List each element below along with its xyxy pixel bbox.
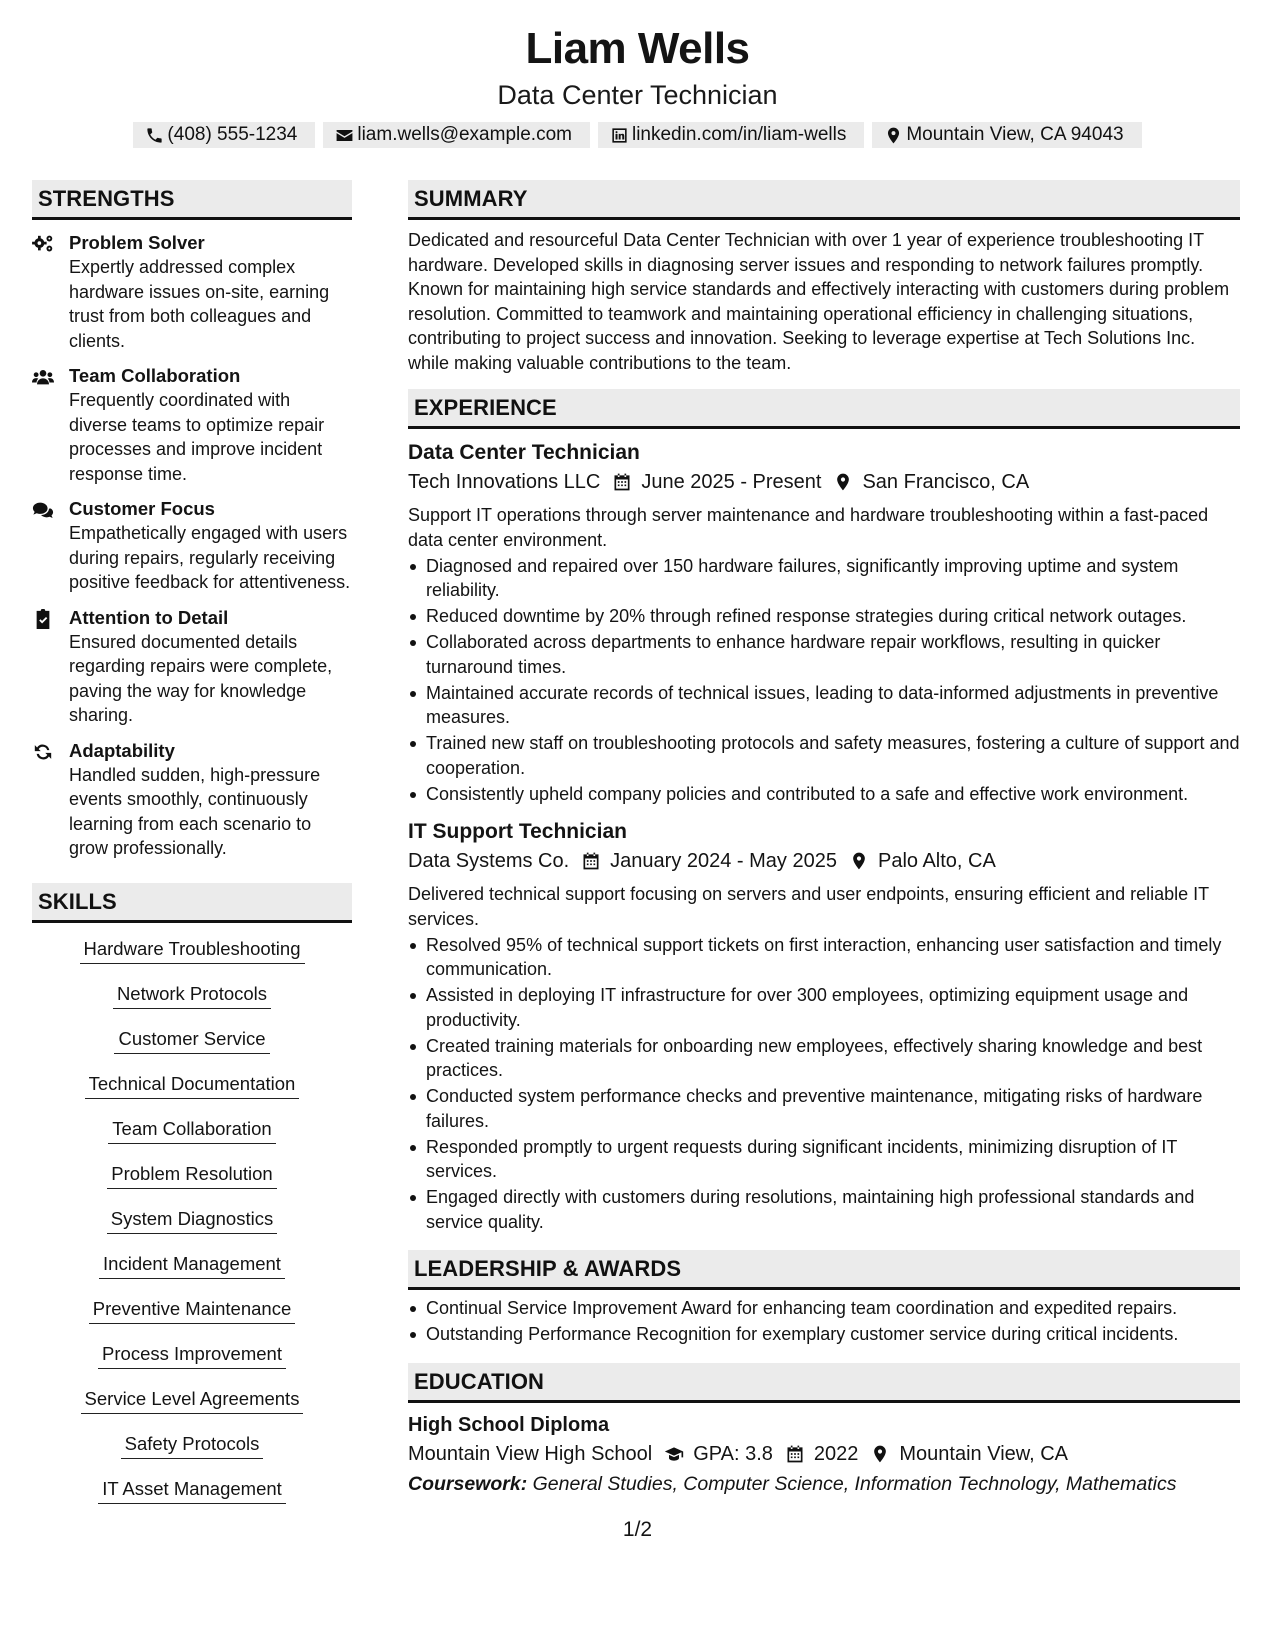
strength-title: Attention to Detail [69,606,229,628]
skill-item: Network Protocols [113,980,271,1009]
experience-heading: EXPERIENCE [408,389,1240,429]
contact-linkedin[interactable] [598,122,864,148]
education-meta [408,1439,1240,1469]
bullet-item: Diagnosed and repaired over 150 hardware failures, significantly improving uptime and system reliability. [426,554,1240,603]
leadership-list [408,1296,1240,1347]
job-location: San Francisco, CA [862,471,1030,493]
job-meta [408,846,1240,876]
education-heading: EDUCATION [408,1363,1240,1403]
degree: High School Diploma [408,1413,610,1436]
page-number: 1/2 [622,1518,653,1541]
job-bullets [408,933,1240,1235]
job-entry [408,818,1240,1234]
skill-item: Customer Service [114,1025,269,1054]
phone-icon [145,126,164,145]
skills-list [32,935,352,1520]
users-icon [32,367,54,387]
award-item: Outstanding Performance Recognition for exemplary customer service during critical incidents. [426,1322,1240,1347]
bullet-item: Consistently upheld company policies and contributed to a safe and effective work environment. [426,782,1240,807]
comments-icon [32,500,54,520]
summary-heading: SUMMARY [408,180,1240,220]
school-name: Mountain View High School [408,1442,653,1465]
job-meta [408,467,1240,497]
sync-icon [32,742,54,762]
phone-text: (408) 555-1234 [167,124,298,145]
skill-item: IT Asset Management [98,1475,286,1504]
bullet-item: Trained new staff on troubleshooting protocols and safety measures, fostering a culture of support and cooperation. [426,731,1240,780]
strength-desc: Empathetically engaged with users during repairs, regularly receiving positive feedback for attentiveness. [69,523,351,592]
contact-bar [0,122,1275,148]
strength-title: Problem Solver [69,232,205,253]
skill-item: Process Improvement [98,1340,286,1369]
job-description: Delivered technical support focusing on servers and user endpoints, ensuring efficient and reliable IT services. [408,884,1209,929]
skill-item: Hardware Troubleshooting [80,935,305,964]
strength-title: Customer Focus [69,498,215,519]
strength-item [32,496,352,595]
job-entry [408,439,1240,806]
left-column [32,180,352,1520]
map-pin-icon [870,1444,890,1464]
job-company: Data Systems Co. [408,850,570,872]
leadership-heading: LEADERSHIP & AWARDS [408,1250,1240,1290]
skills-heading: SKILLS [32,883,352,923]
skill-item: Preventive Maintenance [89,1295,295,1324]
bullet-item: Responded promptly to urgent requests during significant incidents, minimizing disruption of IT services. [426,1135,1240,1184]
contact-phone[interactable] [133,122,315,148]
job-description: Support IT operations through server maintenance and hardware troubleshooting within a fast-paced data center environment. [408,505,1209,550]
bullet-item: Resolved 95% of technical support tickets on first interaction, enhancing user satisfaction and timely communication. [426,933,1240,982]
map-pin-icon [884,126,903,145]
calendar-icon [785,1444,805,1464]
map-pin-icon [849,851,869,871]
bullet-item: Reduced downtime by 20% through refined response strategies during critical network outages. [426,604,1240,629]
school-location: Mountain View, CA [899,1442,1069,1465]
gpa: GPA: 3.8 [693,1442,773,1465]
map-pin-icon [833,472,853,492]
calendar-icon [581,851,601,871]
right-column [408,180,1240,1499]
job-title: Data Center Technician [408,441,640,464]
graduation-year: 2022 [813,1442,859,1465]
strength-item [32,605,352,728]
gears-icon [32,234,54,254]
job-dates: January 2024 - May 2025 [610,850,837,872]
strength-item [32,738,352,861]
award-item: Continual Service Improvement Award for enhancing team coordination and expedited repairs. [426,1296,1240,1321]
strength-desc: Ensured documented details regarding repairs were complete, paving the way for knowledge sharing. [69,631,333,725]
strength-item [32,230,352,353]
calendar-icon [612,472,632,492]
bullet-item: Assisted in deploying IT infrastructure for over 300 employees, optimizing equipment usage and productivity. [426,983,1240,1032]
coursework [408,1469,1240,1499]
strength-item [32,363,352,486]
graduation-cap-icon [664,1444,684,1464]
job-bullets [408,554,1240,807]
skill-item: Safety Protocols [121,1430,264,1459]
strength-title: Team Collaboration [69,365,241,386]
bullet-item: Conducted system performance checks and preventive maintenance, mitigating risks of hardware failures. [426,1084,1240,1133]
job-company: Tech Innovations LLC [408,471,601,493]
strength-desc: Frequently coordinated with diverse teams to optimize repair processes and improve incident response time. [69,390,325,484]
clipboard-check-icon [32,609,54,629]
envelope-icon [335,126,354,145]
strengths-heading: STRENGTHS [32,180,352,220]
strength-desc: Handled sudden, high-pressure events smoothly, continuously learning from each scenario to grow professionally. [69,764,321,858]
resume-header [0,0,1275,148]
contact-location [872,122,1141,148]
job-title: IT Support Technician [408,820,627,843]
location-text: Mountain View, CA 94043 [906,124,1124,145]
skill-item: Team Collaboration [108,1115,275,1144]
skill-item: Technical Documentation [85,1070,300,1099]
job-location: Palo Alto, CA [877,850,996,872]
skill-item: System Diagnostics [107,1205,277,1234]
bullet-item: Collaborated across departments to enhance hardware repair workflows, resulting in quicker turnaround times. [426,630,1240,679]
job-dates: June 2025 - Present [641,471,822,493]
bullet-item: Maintained accurate records of technical issues, leading to data-informed adjustments in preventive measures. [426,681,1240,730]
summary-text: Dedicated and resourceful Data Center Technician with over 1 year of experience troubleshooting IT hardware. Developed skills in diagnosing server issues and responding to network failures promptly. Known for maintaining high service standards and effectively interacting with customers during problem resolution. Committed to teamwork and maintaining operational efficiency in challenging situations, contributing to project success and innovation. Seeking to leverage expertise at Tech Solutions Inc. while making valuable contributions to the team. [408,230,1230,373]
linkedin-text: linkedin.com/in/liam-wells [631,124,847,145]
candidate-name: Liam Wells [525,24,750,73]
linkedin-icon [610,126,629,145]
skill-item: Problem Resolution [107,1160,276,1189]
skill-item: Incident Management [99,1250,285,1279]
contact-email[interactable] [323,122,590,148]
candidate-title: Data Center Technician [497,80,778,110]
strength-desc: Expertly addressed complex hardware issues on-site, earning trust from both colleagues and clients. [69,257,330,351]
coursework-label: Coursework: [408,1472,528,1495]
strength-title: Adaptability [69,739,175,761]
coursework-list: General Studies, Computer Science, Information Technology, Mathematics [532,1472,1177,1495]
bullet-item: Created training materials for onboarding new employees, effectively sharing knowledge and best practices. [426,1034,1240,1083]
email-text: liam.wells@example.com [357,124,572,145]
bullet-item: Engaged directly with customers during resolutions, maintaining high professional standards and service quality. [426,1185,1240,1234]
skill-item: Service Level Agreements [81,1385,304,1414]
